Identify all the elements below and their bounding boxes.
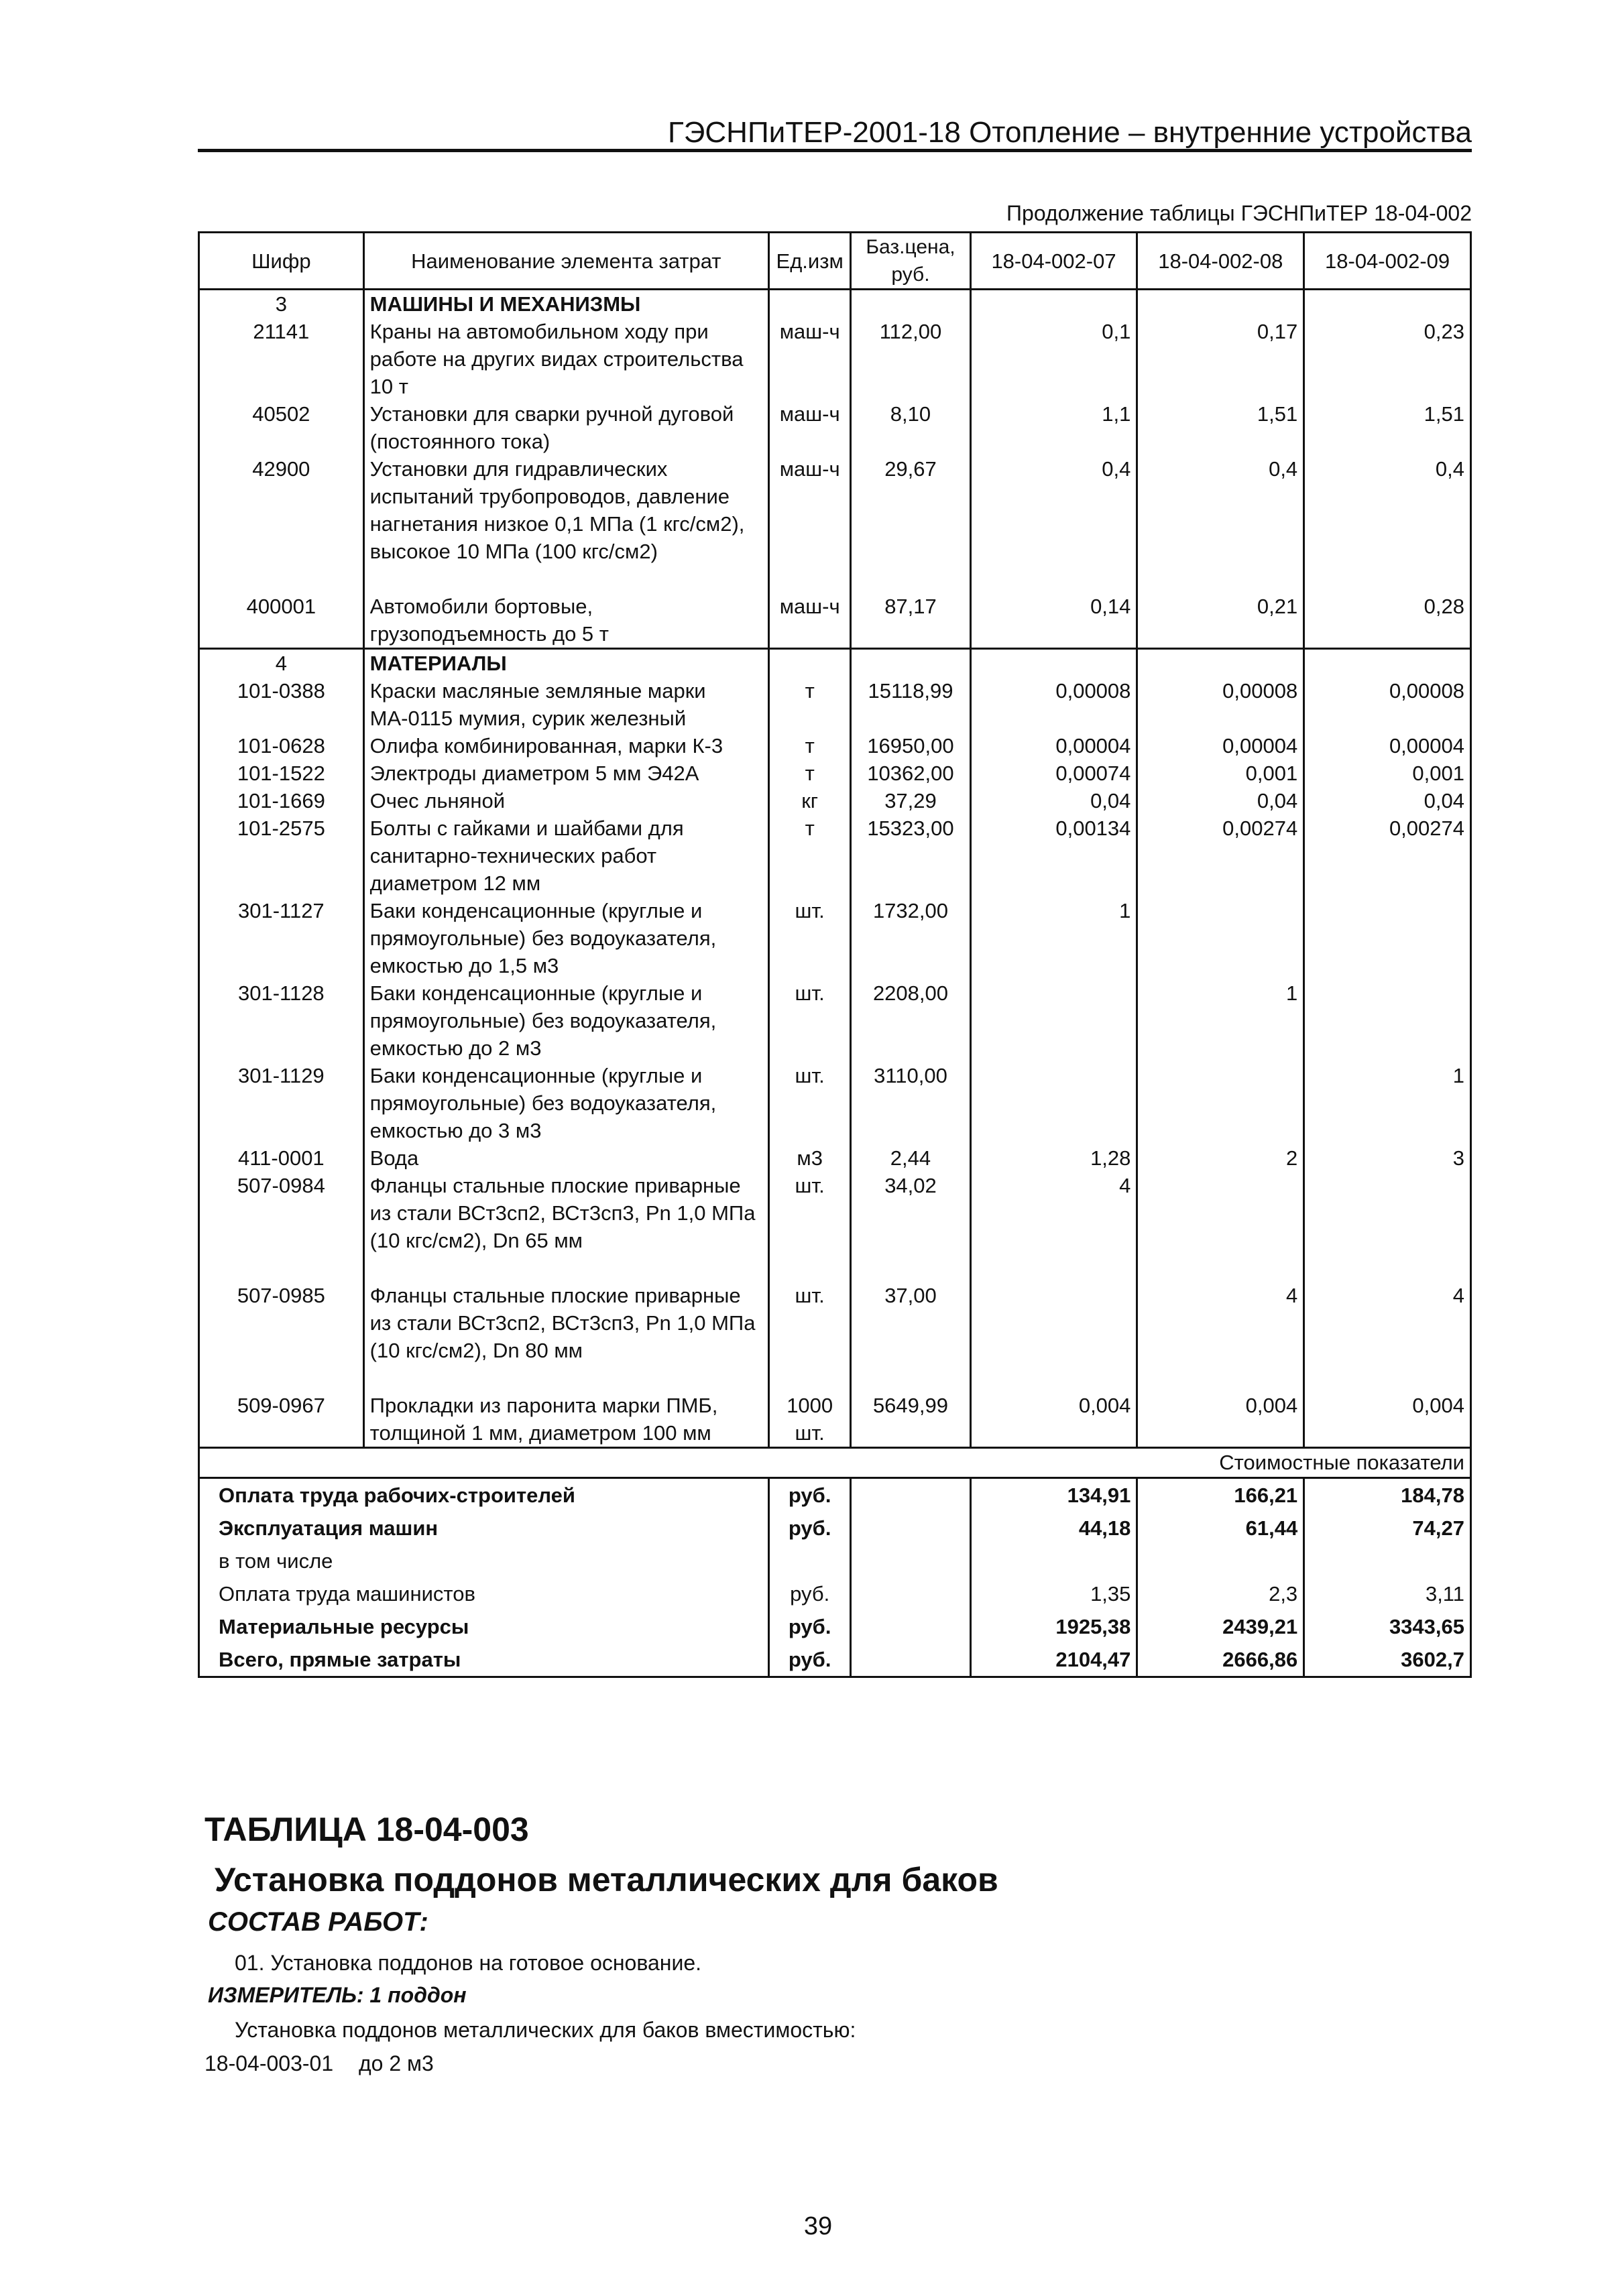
resource-unit: 1000 шт.: [769, 1392, 851, 1448]
summary-row: [199, 1512, 1471, 1545]
resource-name: Фланцы стальные плоские приварные из стали ВСт3сп2, ВСт3сп3, Рn 1,0 МПа (10 кгс/см2), Dn 80 мм: [363, 1282, 768, 1392]
norm-09-value: 0,4: [1304, 455, 1471, 593]
resource-base-price: 29,67: [851, 455, 970, 593]
summary-norm-08: 166,21: [1137, 1478, 1304, 1512]
norm-09-value: 0,004: [1304, 1392, 1471, 1448]
norm-09-value: 0,04: [1304, 787, 1471, 814]
resource-code: 40502: [199, 400, 364, 455]
work-composition-label: СОСТАВ РАБОТ:: [208, 1907, 428, 1937]
summary-label: в том числе: [199, 1545, 769, 1577]
table-row: [199, 1392, 1471, 1448]
table-continuation-note: Продолжение таблицы ГЭСНПиТЕР 18-04-002: [1006, 201, 1472, 225]
norm-09-value: 1,51: [1304, 400, 1471, 455]
resource-code: 400001: [199, 593, 364, 649]
table-row: [199, 814, 1471, 897]
resource-code: 507-0985: [199, 1282, 364, 1392]
summary-norm-07: 2104,47: [970, 1643, 1137, 1677]
summary-norm-07: [970, 1545, 1137, 1577]
column-header-price: Баз.цена, руб.: [851, 233, 970, 290]
norm-08-value: 0,00004: [1137, 732, 1304, 760]
summary-norm-09: 3,11: [1304, 1577, 1471, 1610]
norm-09-value: 0,001: [1304, 760, 1471, 787]
norm-09-value: [1304, 979, 1471, 1062]
resource-unit: шт.: [769, 979, 851, 1062]
resource-unit: т: [769, 732, 851, 760]
resource-name: Баки конденсационные (круглые и прямоугольные) без водоуказателя, емкостью до 2 м3: [363, 979, 768, 1062]
section-title: МАТЕРИАЛЫ: [363, 649, 768, 678]
resource-code: 301-1129: [199, 1062, 364, 1144]
resource-code: 101-1669: [199, 787, 364, 814]
resource-name: Фланцы стальные плоские приварные из стали ВСт3сп2, ВСт3сп3, Рn 1,0 МПа (10 кгс/см2), Dn 65 мм: [363, 1172, 768, 1282]
norm-09-value: 0,23: [1304, 318, 1471, 400]
section-number: 4: [199, 649, 364, 678]
norm-09-value: 0,00004: [1304, 732, 1471, 760]
page-header-title: ГЭСНПиТЕР-2001-18 Отопление – внутренние устройства: [667, 116, 1472, 149]
summary-unit: руб.: [769, 1577, 851, 1610]
summary-row: [199, 1610, 1471, 1643]
empty-cell: [851, 290, 970, 318]
norm-07-value: 0,004: [970, 1392, 1137, 1448]
summary-norm-08: 2439,21: [1137, 1610, 1304, 1643]
norm-07-value: 0,00004: [970, 732, 1137, 760]
work-item: 01. Установка поддонов на готовое основание.: [235, 1951, 702, 1975]
column-header-name: Наименование элемента затрат: [363, 233, 768, 290]
resource-base-price: 5649,99: [851, 1392, 970, 1448]
summary-norm-09: 184,78: [1304, 1478, 1471, 1512]
summary-row: [199, 1545, 1471, 1577]
column-header-code: Шифр: [199, 233, 364, 290]
empty-cell: [1304, 649, 1471, 678]
resource-unit: шт.: [769, 897, 851, 979]
summary-norm-07: 1925,38: [970, 1610, 1137, 1643]
norm-09-value: [1304, 897, 1471, 979]
table-row: [199, 400, 1471, 455]
table-row: [199, 593, 1471, 649]
resource-base-price: 8,10: [851, 400, 970, 455]
norm-07-value: [970, 1062, 1137, 1144]
resource-base-price: 2208,00: [851, 979, 970, 1062]
table-row: [199, 787, 1471, 814]
column-header-unit: Ед.изм: [769, 233, 851, 290]
resources-table: [198, 231, 1472, 1678]
empty-cell: [769, 290, 851, 318]
summary-unit: [769, 1545, 851, 1577]
table-row: [199, 1062, 1471, 1144]
resource-name: Краны на автомобильном ходу при работе на других видах строительства 10 т: [363, 318, 768, 400]
table-row: [199, 1144, 1471, 1172]
norm-variant-name: до 2 м3: [359, 2051, 434, 2075]
resource-code: 21141: [199, 318, 364, 400]
resource-name: Автомобили бортовые, грузоподъемность до 5 т: [363, 593, 768, 649]
summary-norm-09: 3343,65: [1304, 1610, 1471, 1643]
norm-07-value: 1: [970, 897, 1137, 979]
norm-08-value: 0,00008: [1137, 677, 1304, 732]
empty-cell: [970, 290, 1137, 318]
resource-base-price: 112,00: [851, 318, 970, 400]
measurement-unit-label: ИЗМЕРИТЕЛЬ: 1 поддон: [208, 1983, 467, 2007]
resource-base-price: 37,29: [851, 787, 970, 814]
norm-09-value: 0,00274: [1304, 814, 1471, 897]
table-row: [199, 979, 1471, 1062]
summary-unit: руб.: [769, 1643, 851, 1677]
summary-row: [199, 1478, 1471, 1512]
norm-07-value: 0,00134: [970, 814, 1137, 897]
resource-name: Олифа комбинированная, марки К-3: [363, 732, 768, 760]
resource-code: 101-0388: [199, 677, 364, 732]
empty-cell: [851, 1545, 970, 1577]
norm-07-value: [970, 1282, 1137, 1392]
norm-09-value: 0,00008: [1304, 677, 1471, 732]
table-row: [199, 732, 1471, 760]
resource-base-price: 10362,00: [851, 760, 970, 787]
norm-07-value: 1,1: [970, 400, 1137, 455]
norm-08-value: [1137, 897, 1304, 979]
resource-name: Очес льняной: [363, 787, 768, 814]
resource-base-price: 87,17: [851, 593, 970, 649]
resource-code: 101-2575: [199, 814, 364, 897]
norm-07-value: 0,14: [970, 593, 1137, 649]
summary-norm-09: 74,27: [1304, 1512, 1471, 1545]
resource-code: 507-0984: [199, 1172, 364, 1282]
summary-unit: руб.: [769, 1478, 851, 1512]
column-header-norm-07: 18-04-002-07: [970, 233, 1137, 290]
resource-base-price: 15323,00: [851, 814, 970, 897]
norm-08-value: 0,04: [1137, 787, 1304, 814]
norm-08-value: 0,001: [1137, 760, 1304, 787]
column-header-norm-09: 18-04-002-09: [1304, 233, 1471, 290]
resource-code: 101-0628: [199, 732, 364, 760]
norm-07-value: 0,1: [970, 318, 1137, 400]
resource-name: Вода: [363, 1144, 768, 1172]
norm-09-value: 4: [1304, 1282, 1471, 1392]
summary-label: Материальные ресурсы: [199, 1610, 769, 1643]
cost-indicators-header-row: [199, 1448, 1471, 1478]
section-number: 3: [199, 290, 364, 318]
resource-base-price: 16950,00: [851, 732, 970, 760]
norm-09-value: 3: [1304, 1144, 1471, 1172]
summary-norm-09: 3602,7: [1304, 1643, 1471, 1677]
header-rule: [198, 149, 1472, 152]
norm-09-value: 1: [1304, 1062, 1471, 1144]
table-row: [199, 455, 1471, 593]
norm-08-value: [1137, 1062, 1304, 1144]
norm-08-value: 1: [1137, 979, 1304, 1062]
resource-code: 301-1127: [199, 897, 364, 979]
norm-07-value: 0,4: [970, 455, 1137, 593]
resource-code: 411-0001: [199, 1144, 364, 1172]
summary-norm-09: [1304, 1545, 1471, 1577]
norm-07-value: 0,00074: [970, 760, 1137, 787]
norm-08-value: 0,17: [1137, 318, 1304, 400]
summary-row: [199, 1577, 1471, 1610]
norm-09-value: 0,28: [1304, 593, 1471, 649]
resources-table-body: [199, 233, 1471, 1677]
resource-code: 509-0967: [199, 1392, 364, 1448]
summary-label: Оплата труда рабочих-строителей: [199, 1478, 769, 1512]
summary-norm-08: 61,44: [1137, 1512, 1304, 1545]
resource-unit: шт.: [769, 1282, 851, 1392]
cost-indicators-header: Стоимостные показатели: [199, 1448, 1471, 1478]
empty-cell: [851, 1512, 970, 1545]
resource-name: Болты с гайками и шайбами для санитарно-технических работ диаметром 12 мм: [363, 814, 768, 897]
empty-cell: [851, 1577, 970, 1610]
norm-variant-code: 18-04-003-01: [205, 2051, 334, 2075]
norm-08-value: 1,51: [1137, 400, 1304, 455]
summary-norm-07: 134,91: [970, 1478, 1137, 1512]
norm-07-value: 4: [970, 1172, 1137, 1282]
table-row: [199, 760, 1471, 787]
summary-label: Эксплуатация машин: [199, 1512, 769, 1545]
resource-unit: маш-ч: [769, 593, 851, 649]
resource-base-price: 15118,99: [851, 677, 970, 732]
resource-unit: маш-ч: [769, 318, 851, 400]
summary-norm-07: 1,35: [970, 1577, 1137, 1610]
resource-name: Баки конденсационные (круглые и прямоугольные) без водоуказателя, емкостью до 1,5 м3: [363, 897, 768, 979]
table-header-row: [199, 233, 1471, 290]
resource-unit: кг: [769, 787, 851, 814]
resource-base-price: 34,02: [851, 1172, 970, 1282]
section-header-row: [199, 649, 1471, 678]
resource-base-price: 1732,00: [851, 897, 970, 979]
empty-cell: [769, 649, 851, 678]
resource-code: 101-1522: [199, 760, 364, 787]
table-row: [199, 677, 1471, 732]
resource-name: Краски масляные земляные марки МА-0115 мумия, сурик железный: [363, 677, 768, 732]
summary-unit: руб.: [769, 1512, 851, 1545]
norm-08-value: 0,21: [1137, 593, 1304, 649]
empty-cell: [1137, 649, 1304, 678]
resource-unit: т: [769, 760, 851, 787]
resource-base-price: 2,44: [851, 1144, 970, 1172]
resource-base-price: 3110,00: [851, 1062, 970, 1144]
resource-name: Электроды диаметром 5 мм Э42А: [363, 760, 768, 787]
norm-09-value: [1304, 1172, 1471, 1282]
resource-base-price: 37,00: [851, 1282, 970, 1392]
resource-name: Баки конденсационные (круглые и прямоугольные) без водоуказателя, емкостью до 3 м3: [363, 1062, 768, 1144]
summary-norm-07: 44,18: [970, 1512, 1137, 1545]
resource-unit: маш-ч: [769, 400, 851, 455]
next-table-title: ТАБЛИЦА 18-04-003: [205, 1811, 529, 1848]
empty-cell: [1137, 290, 1304, 318]
summary-norm-08: 2,3: [1137, 1577, 1304, 1610]
section-title: МАШИНЫ И МЕХАНИЗМЫ: [363, 290, 768, 318]
empty-cell: [1304, 290, 1471, 318]
empty-cell: [851, 1643, 970, 1677]
resource-unit: шт.: [769, 1172, 851, 1282]
norm-description: Установка поддонов металлических для баков вместимостью:: [235, 2018, 856, 2042]
next-table-subtitle: Установка поддонов металлических для баков: [215, 1861, 998, 1898]
empty-cell: [970, 649, 1137, 678]
summary-unit: руб.: [769, 1610, 851, 1643]
norm-08-value: [1137, 1172, 1304, 1282]
norm-08-value: 0,004: [1137, 1392, 1304, 1448]
empty-cell: [851, 649, 970, 678]
norm-08-value: 0,4: [1137, 455, 1304, 593]
resource-name: Установки для сварки ручной дуговой (постоянного тока): [363, 400, 768, 455]
norm-07-value: 0,00008: [970, 677, 1137, 732]
column-header-norm-08: 18-04-002-08: [1137, 233, 1304, 290]
norm-08-value: 4: [1137, 1282, 1304, 1392]
resource-code: 42900: [199, 455, 364, 593]
summary-norm-08: 2666,86: [1137, 1643, 1304, 1677]
resource-unit: м3: [769, 1144, 851, 1172]
norm-07-value: 0,04: [970, 787, 1137, 814]
resource-name: Установки для гидравлических испытаний трубопроводов, давление нагнетания низкое 0,1 МПа (1 кгс/см2), высокое 10 МПа (100 кгс/см2): [363, 455, 768, 593]
summary-label: Оплата труда машинистов: [199, 1577, 769, 1610]
resource-code: 301-1128: [199, 979, 364, 1062]
section-header-row: [199, 290, 1471, 318]
empty-cell: [851, 1478, 970, 1512]
table-row: [199, 897, 1471, 979]
summary-row: [199, 1643, 1471, 1677]
empty-cell: [851, 1610, 970, 1643]
table-row: [199, 318, 1471, 400]
norm-08-value: 2: [1137, 1144, 1304, 1172]
norm-07-value: 1,28: [970, 1144, 1137, 1172]
resource-unit: т: [769, 814, 851, 897]
table-row: [199, 1172, 1471, 1282]
norm-08-value: 0,00274: [1137, 814, 1304, 897]
resource-unit: т: [769, 677, 851, 732]
norm-07-value: [970, 979, 1137, 1062]
page-number: 39: [803, 2212, 833, 2240]
resource-name: Прокладки из паронита марки ПМБ, толщиной 1 мм, диаметром 100 мм: [363, 1392, 768, 1448]
summary-label: Всего, прямые затраты: [199, 1643, 769, 1677]
summary-norm-08: [1137, 1545, 1304, 1577]
resource-unit: маш-ч: [769, 455, 851, 593]
resource-unit: шт.: [769, 1062, 851, 1144]
table-row: [199, 1282, 1471, 1392]
